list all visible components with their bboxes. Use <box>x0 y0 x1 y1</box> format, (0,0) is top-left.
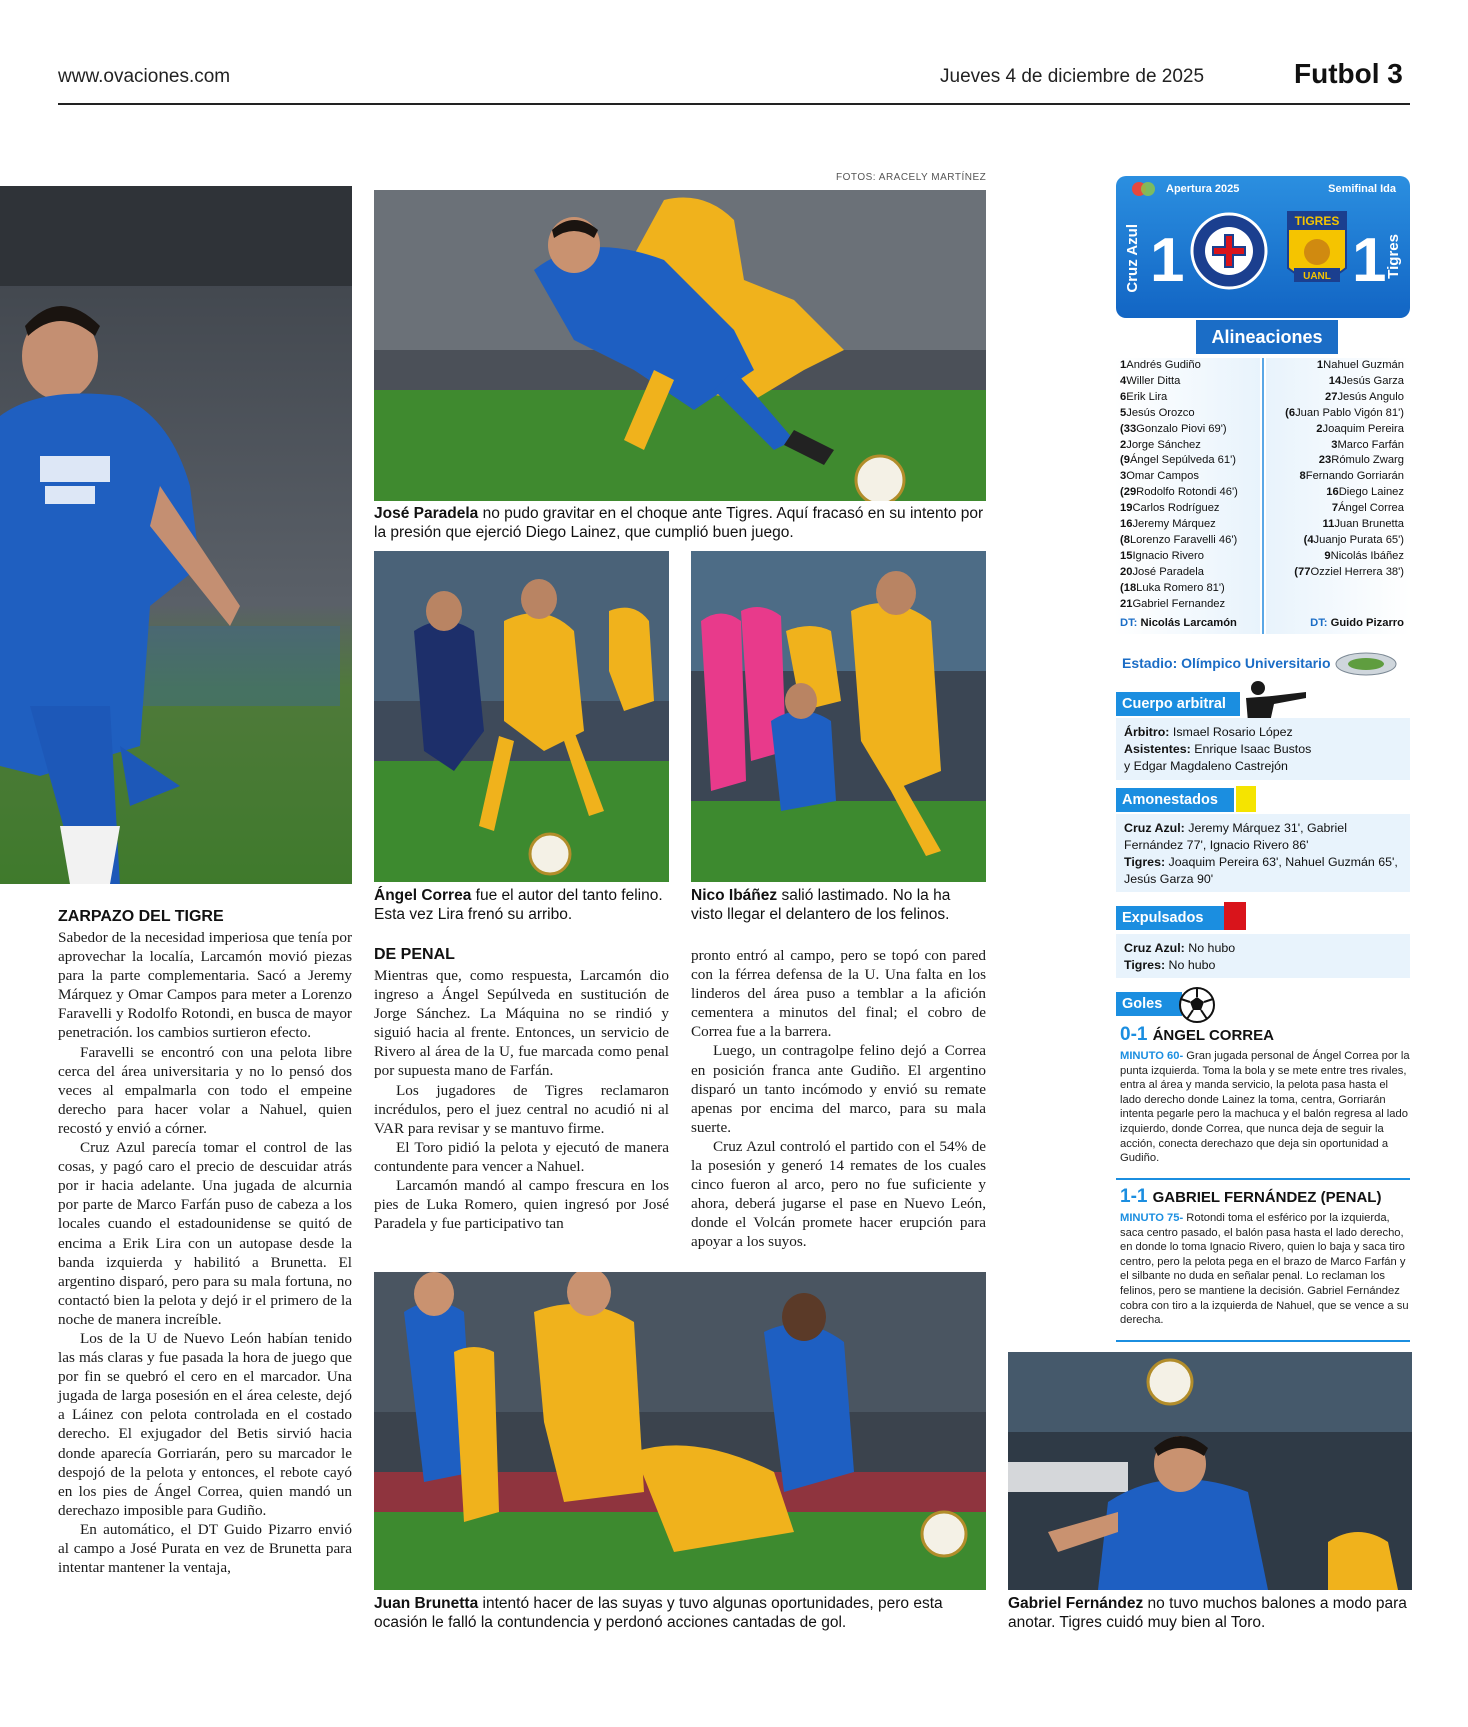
assistants-names-2: y Edgar Magdaleno Castrejón <box>1124 759 1288 773</box>
lineup-player <box>1120 438 1260 454</box>
match-stage: Semifinal Ida <box>1328 183 1396 195</box>
photo-fernandez <box>1008 1352 1412 1590</box>
away-coach <box>1266 616 1404 632</box>
lineup-player <box>1266 358 1404 374</box>
caption-correa-text: fue el autor del tanto felino. Esta vez Lira frenó su arribo. <box>374 887 663 923</box>
stadium: Estadio: Olímpico Universitario <box>1122 655 1331 671</box>
goal-2-scorer: GABRIEL FERNÁNDEZ (PENAL) <box>1152 1189 1382 1206</box>
lineup-player <box>1120 565 1260 581</box>
lineup-player <box>1266 406 1404 422</box>
red-home-value: No hubo <box>1188 941 1236 955</box>
red-home-label: Cruz Azul: <box>1124 941 1185 955</box>
goal-2-minute: MINUTO 75- <box>1120 1212 1184 1224</box>
player-name: Joaquim Pereira <box>1322 422 1404 435</box>
player-name: Luka Romero 81') <box>1136 581 1225 594</box>
player-name: Omar Campos <box>1126 470 1199 483</box>
photo-credit: FOTOS: ARACELY MARTÍNEZ <box>836 172 987 183</box>
red-away-value: No hubo <box>1168 958 1216 972</box>
red-cards-box <box>1116 934 1410 978</box>
player-name: Erik Lira <box>1126 390 1168 403</box>
lineup-home <box>1120 358 1260 613</box>
player-number: 3 <box>1120 470 1127 483</box>
yellow-cards-box <box>1116 814 1410 892</box>
photo-cruz-azul-player <box>0 186 352 884</box>
soccer-ball-icon <box>1178 986 1216 1024</box>
yellow-home-label: Cruz Azul: <box>1124 821 1185 835</box>
caption-brunetta-name: Juan Brunetta <box>374 1595 479 1612</box>
player-name: Willer Ditta <box>1126 374 1181 387</box>
player-number: 21 <box>1120 597 1133 610</box>
player-name: Ozziel Herrera 38') <box>1310 565 1404 578</box>
caption-ibanez-text: salió lastimado. No la ha visto llegar el delantero de los felinos. <box>691 887 951 923</box>
lineup-player <box>1120 453 1260 469</box>
site-url: www.ovaciones.com <box>58 66 231 87</box>
player-number: 2 <box>1120 438 1127 451</box>
home-team-name: Cruz Azul <box>1124 224 1141 293</box>
yellow-away-list: Joaquim Pereira 63', Nahuel Guzmán 65', Jesús Garza 90' <box>1124 855 1398 886</box>
lineup-player <box>1120 549 1260 565</box>
goal-1-minute: MINUTO 60- <box>1120 1050 1184 1062</box>
player-number: (4 <box>1303 533 1314 546</box>
player-number: 14 <box>1328 374 1342 387</box>
caption-brunetta <box>374 1594 986 1632</box>
goal-2-score: 1-1 <box>1120 1186 1148 1207</box>
player-number: 5 <box>1120 406 1127 419</box>
player-name: Ángel Correa <box>1338 502 1404 515</box>
player-name: Gabriel Fernandez <box>1132 597 1226 610</box>
away-team-name: Tigres <box>1385 234 1402 279</box>
referee-name: Ismael Rosario López <box>1172 725 1293 739</box>
caption-fernandez-text: no tuvo muchos balones a modo para anotar. Tigres cuidó muy bien al Toro. <box>1008 1595 1407 1631</box>
player-name: Rodolfo Rotondi 46') <box>1136 486 1238 499</box>
player-name: Jesús Orozco <box>1126 406 1195 419</box>
referees-box <box>1116 718 1410 780</box>
yellow-away-label: Tigres: <box>1124 855 1166 869</box>
goal-1-text: Gran jugada personal de Ángel Correa por la punta izquierda. Toma la bola y se mete entre tres rivales, entra al área y manda servicio, la pelota pasa hasta el lado derecho donde Lainez la toma, centra, Gorriarán intenta pegarle pero la machuca y el balón regresa al lado izquierdo, donde Correa, que nunca deja de seguir la acción, conecta derechazo que deja sin oportunidad a Gudiño. <box>1120 1050 1410 1165</box>
player-number: (18 <box>1120 581 1137 594</box>
player-number: 2 <box>1316 422 1323 435</box>
player-number: 7 <box>1331 502 1339 515</box>
player-name: Jorge Sánchez <box>1126 438 1201 451</box>
goal-2-description <box>1120 1211 1410 1328</box>
lineup-player <box>1266 549 1404 565</box>
player-name: Marco Farfán <box>1337 438 1404 451</box>
lineup-player <box>1120 533 1260 549</box>
liga-logo-icon <box>1130 180 1158 198</box>
player-name: Nicolás Ibáñez <box>1330 549 1404 562</box>
lineup-player <box>1266 501 1404 517</box>
tigres-crest-text: TIGRES <box>1294 214 1340 228</box>
lineup-player <box>1120 406 1260 422</box>
player-name: Nahuel Guzmán <box>1323 359 1404 371</box>
article-column-1 <box>58 928 352 1577</box>
photo-paradela <box>374 190 986 501</box>
article-paragraph: Los de la U de Nuevo León habían tenido las más claras y fue pasada la hora de juego que por fin se quebró el cero en el marcador. Una jugada de larga posesión en el área celeste, dejó a Láinez con pelota controlada en el costado derecho. El exjugador del Betis sirvió hacia donde aparecía Gorriarán, pero su marcador le despojó de la pelota y entonces, el rebote cayó en los pies de Ángel Correa, quien mandó un derechazo imposible para Gudiño. <box>58 1329 352 1519</box>
article-paragraph: Los jugadores de Tigres reclamaron incrédulos, pero el juez central no acudió ni al VAR para revisar y se mantuvo firme. <box>374 1081 669 1137</box>
player-name: Lorenzo Faravelli 46') <box>1129 533 1238 546</box>
page-section-title: Futbol 3 <box>1294 58 1403 89</box>
player-name: Jesús Garza <box>1341 374 1404 387</box>
lineup-player <box>1266 438 1404 454</box>
lineup-player <box>1266 533 1404 549</box>
away-coach-label: DT: <box>1310 617 1328 629</box>
player-name: Juan Brunetta <box>1334 518 1404 531</box>
lineup-player <box>1120 581 1260 597</box>
lineups-title: Alineaciones <box>1196 320 1338 354</box>
article-paragraph: Cruz Azul parecía tomar el control de las cosas, y pagó caro el precio de descuidar atrás por ir hacia adelante. Una jugada de alcurnia por parte de Marco Farfán puso de cabeza a los locales cuando el estadounidense se quitó de encima a Erik Lira con un autopase desde la banda izquierda y habilitó a Brunetta. El argentino disparó, pero para su mala fortuna, no contactó bien la pelota y dejó ir el primero de la noche de manera increíble. <box>58 1139 352 1328</box>
caption-correa <box>374 886 669 924</box>
player-number: 1 <box>1120 359 1127 371</box>
yellow-home-list: Jeremy Márquez 31', Gabriel Fernández 77', Ignacio Rivero 86' <box>1124 821 1347 852</box>
player-number: (33 <box>1120 422 1137 435</box>
lineup-player <box>1120 517 1260 533</box>
player-name: Ignacio Rivero <box>1132 549 1204 562</box>
issue-date: Jueves 4 de diciembre de 2025 <box>940 66 1205 87</box>
lineup-player <box>1266 453 1404 469</box>
yellow-card-icon <box>1236 786 1256 812</box>
article-paragraph: Cruz Azul controló el partido con el 54% de la posesión y generó 14 remates de los cuales cinco fueron al arco, pero no fue suficiente y ahora, deberá jugarse el pase en Nuevo León, donde el Volcán promete hacer erupción para apoyar a los suyos. <box>691 1137 986 1251</box>
article-paragraph: pronto entró al campo, pero se topó con pared con la férrea defensa de la U. Una falta en los linderos del área puso a temblar a la afición cementera a minutos del final; el cobro de Correa fue a la barrera. <box>691 947 986 1041</box>
caption-paradela <box>374 504 986 542</box>
red-card-icon <box>1224 902 1246 930</box>
caption-fernandez-name: Gabriel Fernández <box>1008 1595 1144 1612</box>
lineup-away <box>1266 358 1404 581</box>
player-number: 20 <box>1120 565 1133 578</box>
lineup-player <box>1266 390 1404 406</box>
player-number: 27 <box>1324 390 1338 403</box>
tigres-crest-icon <box>1286 210 1348 292</box>
player-name: Jeremy Márquez <box>1132 518 1216 531</box>
cruz-azul-crest-icon <box>1190 212 1268 290</box>
lineup-player <box>1120 358 1260 374</box>
lineup-player <box>1266 469 1404 485</box>
player-name: Diego Lainez <box>1338 486 1404 499</box>
article-paragraph: Mientras que, como respuesta, Larcamón dio ingreso a Ángel Sepúlveda en sustitución de Jorge Sánchez. La Máquina no se rindió y siguió hacia al frente. Entonces, un servicio de Rivero al área de la U, fue marcada como penal por supuesta mano de Farfán. <box>374 967 669 1080</box>
tigres-crest-sub: UANL <box>1303 271 1331 282</box>
home-coach-label: DT: <box>1120 617 1138 629</box>
lineup-player <box>1120 390 1260 406</box>
photo-ibanez <box>691 551 986 882</box>
lineup-player <box>1266 565 1404 581</box>
away-coach-name: Guido Pizarro <box>1330 617 1404 629</box>
home-score: 1 <box>1150 226 1185 295</box>
referees-tab: Cuerpo arbitral <box>1116 692 1240 716</box>
player-number: 11 <box>1322 518 1335 531</box>
goal-1-score: 0-1 <box>1120 1024 1148 1045</box>
caption-brunetta-text: intentó hacer de las suyas y tuvo algunas oportunidades, pero esta ocasión le falló la contundencia y perdonó acciones cantadas de gol. <box>374 1595 943 1631</box>
lineup-player <box>1120 374 1260 390</box>
player-name: Gonzalo Piovi 69') <box>1136 422 1227 435</box>
player-number: (6 <box>1285 406 1296 419</box>
goal-1-description <box>1120 1049 1410 1166</box>
lineup-player <box>1120 597 1260 613</box>
lineup-player <box>1120 422 1260 438</box>
lineup-player <box>1266 517 1404 533</box>
scorecard-header <box>1116 176 1410 202</box>
goal-1-scorer: ÁNGEL CORREA <box>1152 1027 1274 1044</box>
subhead-penal: DE PENAL <box>374 946 455 963</box>
article-paragraph: Sabedor de la necesidad imperiosa que tenía por aprovechar la localía, Larcamón movió piezas para la parte complementaria. Sacó a Jeremy Márquez y Omar Campos para meter a Lorenzo Faravelli y Rodolfo Rotondi, en busca de mayor penetración. los cambios surtieron efecto. <box>58 929 352 1042</box>
lineup-player <box>1266 485 1404 501</box>
player-number: (29 <box>1120 486 1137 499</box>
player-name: Ángel Sepúlveda 61') <box>1129 454 1236 467</box>
subhead-zarpazo: ZARPAZO DEL TIGRE <box>58 908 224 925</box>
lineup-divider <box>1262 358 1264 634</box>
photo-correa <box>374 551 669 882</box>
goals-tab: Goles <box>1116 992 1182 1016</box>
player-name: Fernando Gorriarán <box>1305 470 1404 483</box>
yellow-cards-tab: Amonestados <box>1116 788 1234 812</box>
player-number: 8 <box>1299 470 1306 483</box>
goal-divider <box>1116 1178 1410 1180</box>
article-column-3 <box>691 946 986 1252</box>
lineup-player <box>1266 374 1404 390</box>
goal-2 <box>1120 1186 1410 1208</box>
article-paragraph: Faravelli se encontró con una pelota libre cerca del área universitaria y no lo pensó dos veces al empalmarla con todo el empeine derecho para hacer volar a Nahuel, quien recostó y envió a córner. <box>58 1043 352 1137</box>
player-name: Andrés Gudiño <box>1126 359 1201 371</box>
player-name: Carlos Rodríguez <box>1132 502 1220 515</box>
article-paragraph: El Toro pidió la pelota y ejecutó de manera contundente para vencer a Nahuel. <box>374 1138 669 1175</box>
referee-icon <box>1236 680 1308 722</box>
player-number: 9 <box>1324 549 1331 562</box>
player-number: 6 <box>1120 390 1127 403</box>
player-number: (9 <box>1120 454 1130 467</box>
assistants-label: Asistentes: <box>1124 742 1191 756</box>
lineup-player <box>1266 422 1404 438</box>
player-number: 15 <box>1120 549 1133 562</box>
player-number: 16 <box>1120 518 1133 531</box>
player-name: Juanjo Purata 65') <box>1313 533 1404 546</box>
article-column-2 <box>374 966 669 1233</box>
home-coach <box>1120 616 1237 632</box>
player-name: Juan Pablo Vigón 81') <box>1295 406 1404 419</box>
player-name: José Paradela <box>1132 565 1204 578</box>
article-paragraph: Luego, un contragolpe felino dejó a Correa en posición franca ante Gudiño. El argentino disparó un tanto incómodo y envió su remate apenas por encima del marco, para su mala suerte. <box>691 1042 986 1136</box>
caption-fernandez <box>1008 1594 1412 1632</box>
player-number: (77 <box>1294 565 1311 578</box>
goal-1 <box>1120 1024 1410 1046</box>
player-number: (8 <box>1120 533 1130 546</box>
red-away-label: Tigres: <box>1124 958 1166 972</box>
lineup-player <box>1120 501 1260 517</box>
caption-ibanez-name: Nico Ibáñez <box>691 887 778 904</box>
caption-paradela-text: no pudo gravitar en el choque ante Tigres. Aquí fracasó en su intento por la presión que ejerció Diego Lainez, que cumplió buen juego. <box>374 505 984 541</box>
player-number: 3 <box>1331 438 1338 451</box>
player-number: 23 <box>1318 454 1332 467</box>
goal-2-text: Rotondi toma el esférico por la izquierda, saca centro pasado, el balón pasa hasta el lado derecho, en donde lo toma Ignacio Rivero, quien lo baja y saca tiro centro, pero la pelota pega en el brazo de Marco Farfán y el silbante no duda en señalar penal. Lo reclaman los felinos, pero se mantiene la decisión. Gabriel Fernández cobra con tiro a la izquierda de Nahuel, que se vence a su derecha. <box>1120 1212 1409 1327</box>
player-number: 16 <box>1326 486 1339 499</box>
lineup-player <box>1120 469 1260 485</box>
home-coach-name: Nicolás Larcamón <box>1140 617 1237 629</box>
article-paragraph: Larcamón mandó al campo frescura en los pies de Luka Romero, quien ingresó por José Paradela y fue participativo tan <box>374 1177 669 1233</box>
player-number: 4 <box>1120 374 1127 387</box>
referee-label: Árbitro: <box>1124 725 1170 739</box>
away-score: 1 <box>1352 226 1387 295</box>
player-number: 19 <box>1120 502 1133 515</box>
header-rule <box>58 103 1410 105</box>
red-cards-tab: Expulsados <box>1116 906 1226 930</box>
player-name: Jesús Angulo <box>1337 390 1404 403</box>
player-number: 1 <box>1316 359 1324 371</box>
stadium-icon <box>1334 648 1398 676</box>
photo-brunetta <box>374 1272 986 1590</box>
assistants-names: Enrique Isaac Bustos <box>1194 742 1312 756</box>
tournament-name: Apertura 2025 <box>1166 183 1240 195</box>
scorecard <box>1116 176 1410 318</box>
goals-bottom-rule <box>1116 1340 1410 1342</box>
caption-ibanez <box>691 886 986 924</box>
caption-paradela-name: José Paradela <box>374 505 479 522</box>
caption-correa-name: Ángel Correa <box>374 887 472 904</box>
article-paragraph: En automático, el DT Guido Pizarro envió al campo a José Purata en vez de Brunetta para intentar mantener la ventaja, <box>58 1520 352 1577</box>
lineup-player <box>1120 485 1260 501</box>
player-name: Rómulo Zwarg <box>1331 454 1404 467</box>
